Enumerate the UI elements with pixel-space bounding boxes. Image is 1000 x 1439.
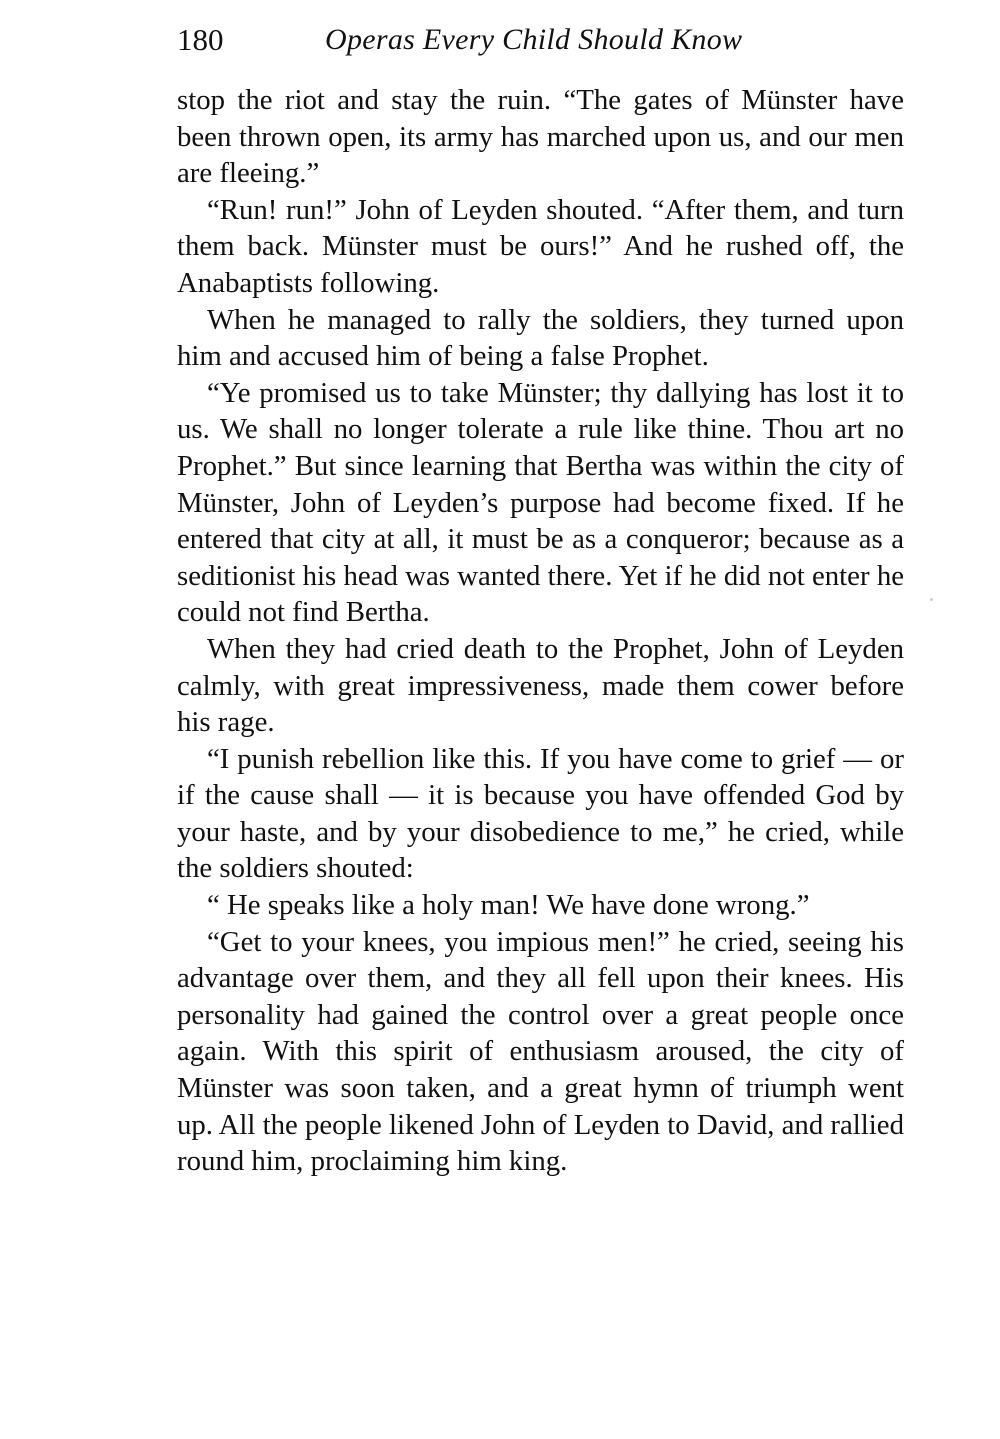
paragraph: “Run! run!” John of Leyden shouted. “After them, and turn them back. Münster must be ours!” And he rushed off, the Anabaptists following. <box>177 193 904 299</box>
body-text <box>177 82 904 1180</box>
running-title: Operas Every Child Should Know <box>325 23 743 56</box>
paragraph-continuation: stop the riot and stay the ruin. “The gates of Münster have been thrown open, its army has marched upon us, and our men are fleeing.” <box>177 84 904 190</box>
paragraph: “ He speaks like a holy man! We have done wrong.” <box>207 889 810 922</box>
paragraph: When they had cried death to the Prophet, John of Leyden calmly, with great impressiveness, made them cower before his rage. <box>177 632 904 739</box>
scan-speck <box>930 598 933 601</box>
paragraph: “Get to your knees, you impious men!” he cried, seeing his advantage over them, and they all fell upon their knees. His personality had gained the control over a great people once again. With this spirit of enthusiasm aroused, the city of Münster was soon taken, and a great hymn of triumph went up. All the people likened John of Leyden to David, and rallied round him, proclaiming him king. <box>177 925 904 1178</box>
running-head <box>177 18 904 62</box>
page-number: 180 <box>177 22 224 57</box>
paragraph: “Ye promised us to take Münster; thy dallying has lost it to us. We shall no longer tolerate a rule like thine. Thou art no Prophet.” But since learning that Bertha was within the city of Münster, John of Leyden’s purpose had become fixed. If he entered that city at all, it must be as a conqueror; because as a seditionist his head was wanted there. Yet if he did not enter he could not find Bertha. <box>177 376 904 629</box>
paragraph: When he managed to rally the soldiers, they turned upon him and accused him of being a false Prophet. <box>177 303 904 373</box>
paragraph: “I punish rebellion like this. If you have come to grief — or if the cause shall — it is because you have offended God by your haste, and by your disobedience to me,” he cried, while the soldiers shouted: <box>177 742 904 885</box>
